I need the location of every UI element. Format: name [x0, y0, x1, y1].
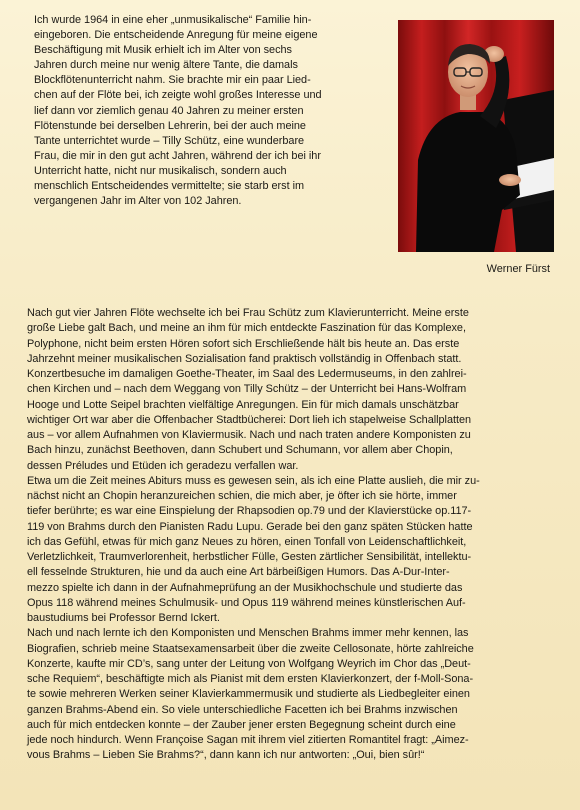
intro-paragraph: Ich wurde 1964 in eine eher „unmusikalische“ Familie hin- eingeboren. Die entscheidende Anregung für meine eigene Beschäftigung mit Musik erhielt ich im Alter von sechs Jahren durch meine nur wenig ältere Tante, die damals Blockflötenunterricht nahm. Sie brachte mir ein paar Lied- chen auf der Flöte bei, ich zeigte wohl großes Interesse und lief dann vor ziemlich genau 40 Jahren zu meiner ersten Flötenstunde bei derselben Lehrerin, bei der auch meine Tante unterrichtet wurde – Tilly Schütz, eine wunderbare Frau, die mir in den gut acht Jahren, während der ich bei ihr Unterricht hatte, nicht nur musikalisch, sondern auch menschlich Entscheidendes vermittelte; sie starb erst im vergangenen Jahr im Alter von 102 Jahren.	[34, 14, 322, 208]
portrait-illustration	[398, 20, 554, 252]
biography-text: Nach gut vier Jahren Flöte wechselte ich bei Frau Schütz zum Klavierunterricht. Meine erste große Liebe galt Bach, und meine an ihm für mich entdeckte Faszination für das Komplexe, Polyphone, nicht beim ersten Hören sofort sich Erschließende hält bis heute an. Das erste Jahrzehnt meiner musikalischen Sozialisation fand praktisch vollständig in Offenbach statt. Konzertbesuche im damaligen Goethe-Theater, im Saal des Ledermuseums, in den zahlrei- chen Kirchen und – nach dem Weggang von Tilly Schütz – der Unterricht bei Hans-Wolfram Hooge und Lotte Seipel brachten vielfältige Anregungen. Ein für mich damals unschätzbar wichtiger Ort war aber die Offenbacher Stadtbücherei: Dort lieh ich stapelweise Schallplatten aus – vor allem Aufnahmen von Klaviermusik. Nach und nach traten andere Komponisten zu Bach hinzu, zunächst Beethoven, dann Schubert und Schumann, vor allem aber Chopin, dessen Préludes und Etüden ich geradezu verfallen war. Etwa um die Zeit meines Abiturs muss es gewesen sein, als ich eine Platte auslieh, die mir zu- nächst nicht an Chopin heranzureichen schien, die mich aber, je öfter ich sie hörte, immer tiefer berührte; es war eine Einspielung der Rhapsodien op.79 und der Klavierstücke op.117- 119 von Brahms durch den Pianisten Radu Lupu. Gerade bei den ganz späten Stücken hatte ich das Gefühl, etwas für mich ganz Neues zu hören, einen Tonfall von Leidenschaftlichkeit, Verletzlichkeit, Traumverlorenheit, herbstlicher Fülle, Gesten zärtlicher Sensibilität, intellektu- ell fesselnde Strukturen, hie und da auch eine Art bärbeißigen Humors. Das A-Dur-Inter- mezzo spielte ich dann in der Aufnahmeprüfung an der Musikhochschule und studierte das Opus 118 während meines Schulmusik- und Opus 119 während meines künstlerischen Auf- baustudiums bei Professor Bernd Ickert. Nach und nach lernte ich den Komponisten und Menschen Brahms immer mehr kennen, las Biografien, schrieb meine Staatsexamensarbeit über die zweite Cellosonate, hörte zahlreiche Konzerte, kaufte mir CD’s, sang unter der Leitung von Wolfgang Weyrich im Chor das „Deut- sche Requiem“, beschäftigte mich als Pianist mit dem ersten Klavierkonzert, der f-Moll-Sona- te sowie mehreren Werken seiner Klavierkammermusik und studierte als Liedbegleiter einen ganzen Brahms-Abend ein. So viele unterschiedliche Facetten ich bei Brahms inzwischen auch für mich entdecken konnte – der Zauber jener ersten Begegnung scheint durch eine jede noch hindurch. Wenn Françoise Sagan mit ihrem viel zitierten Romantitel fragt: „Aimez- vous Brahms – Lieben Sie Brahms?“, dann kann ich nur antworten: „Oui, bien sûr!“	[27, 307, 480, 762]
portrait-photo	[398, 20, 554, 252]
photo-caption: Werner Fürst	[486, 263, 550, 275]
